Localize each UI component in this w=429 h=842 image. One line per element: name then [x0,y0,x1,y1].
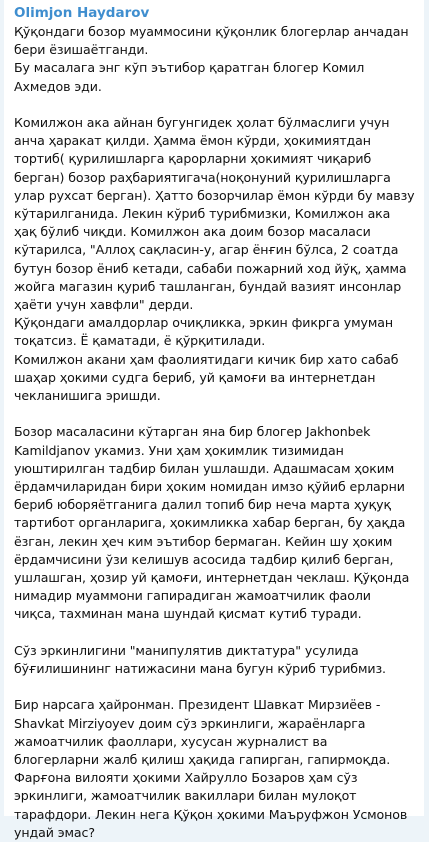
message-paragraph: Қўқондаги амалдорлар очиқликка, эркин фикрга умуман тоқатсиз. Ё қаматади, ё қўрқитилади. [14,315,394,349]
message-paragraph: Комилжон акани ҳам фаолиятидаги кичик бир хато сабаб шаҳар ҳокими судга бериб, уй қамоғи ва интернетдан чекланишига эришди. [14,351,399,404]
paragraph-gap [14,405,416,423]
message-bubble [4,0,424,840]
message-paragraph: Сўз эркинлигини "манипулятив диктатура" усулида бўғилишининг натижасини мана бугун кўриб турибмиз. [14,642,386,677]
paragraph-gap [14,678,416,696]
message-author[interactable]: Olimjon Haydarov [14,5,150,21]
message-paragraph: Қўқондаги бозор муаммосини қўқонлик блогерлар анчадан бери ёзишаётганди. [14,24,409,58]
message-text [14,23,416,842]
message-paragraph: Бозор масаласини кўтарган яна бир блогер Jakhonbek Kamildjanov укамиз. Уни ҳам ҳокимлик тизимидан уюштирилган тадбир билан ушлашди. Адашмасам ҳоким ёрдамчиларидан бири ҳоким номидан имзо қўйиб ерларни бериб юборяётганига далил топиб бир неча марта ҳуқуқ тартибот органларига, ҳокимликка хабар берган, бу ҳақда ёзган, лекин ҳеч ким эътибор бермаган. Кейин шу ҳоким ёрдамчисини ўзи келишув асосида тадбир қилиб берган, ушлашган, ҳозир уй қамоғи, интернетдан чеклаш. Қўқонда нимадир муаммони гапирадиган жамоатчилик фаоли чиқса, тахминан мана шундай қисмат кутиб туради. [14,424,410,622]
message-paragraph: Комилжон ака айнан бугунгидек ҳолат бўлмаслиги учун анча ҳаракат қилди. Ҳамма ёмон кўрди, ҳокимиятдан тортиб( қурилишларга қарорларни ҳокимият чиқариб берган) бозор раҳбариятигача(ноқонуний қурилишларга улар рухсат берган). Ҳатто бозорчилар ёмон кўрди бу мавзу кўтарилганида. Лекин кўриб турибмизки, Комилжон ака ҳақ бўлиб чиқди. Комилжон ака доим бозор масаласи кўтарилса, "Аллоҳ сақласин-у, агар ёнғин бўлса, 2 соатда бутун бозор ёниб кетади, сабаби пожарний ход йўқ, ҳамма жойга магазин қуриб ташланган, бундай вазият инсонлар ҳаёти учун хавфли" дерди. [14,115,415,313]
message-paragraph: Бир нарсага ҳайронман. Президент Шавкат Мирзиёев - Shavkat Mirziyoyev доим сўз эркинлиги, жараёнларга жамоатчилик фаоллари, хусусан журналист ва блогерларни жалб қилиш ҳақида гапирган, гапирмоқда. Фарғона вилояти ҳокими Хайрулло Бозаров ҳам сўз эркинлиги, жамоатчилик вакиллари билан мулоқот тарафдори. Лекин нега Қўқон ҳокими Маъруфжон Усмонов ундай эмас? [14,697,408,840]
message-paragraph: Бу масалага энг кўп эътибор қаратган блогер Комил Ахмедов эди. [14,60,365,94]
paragraph-gap [14,96,416,114]
paragraph-gap [14,624,416,642]
